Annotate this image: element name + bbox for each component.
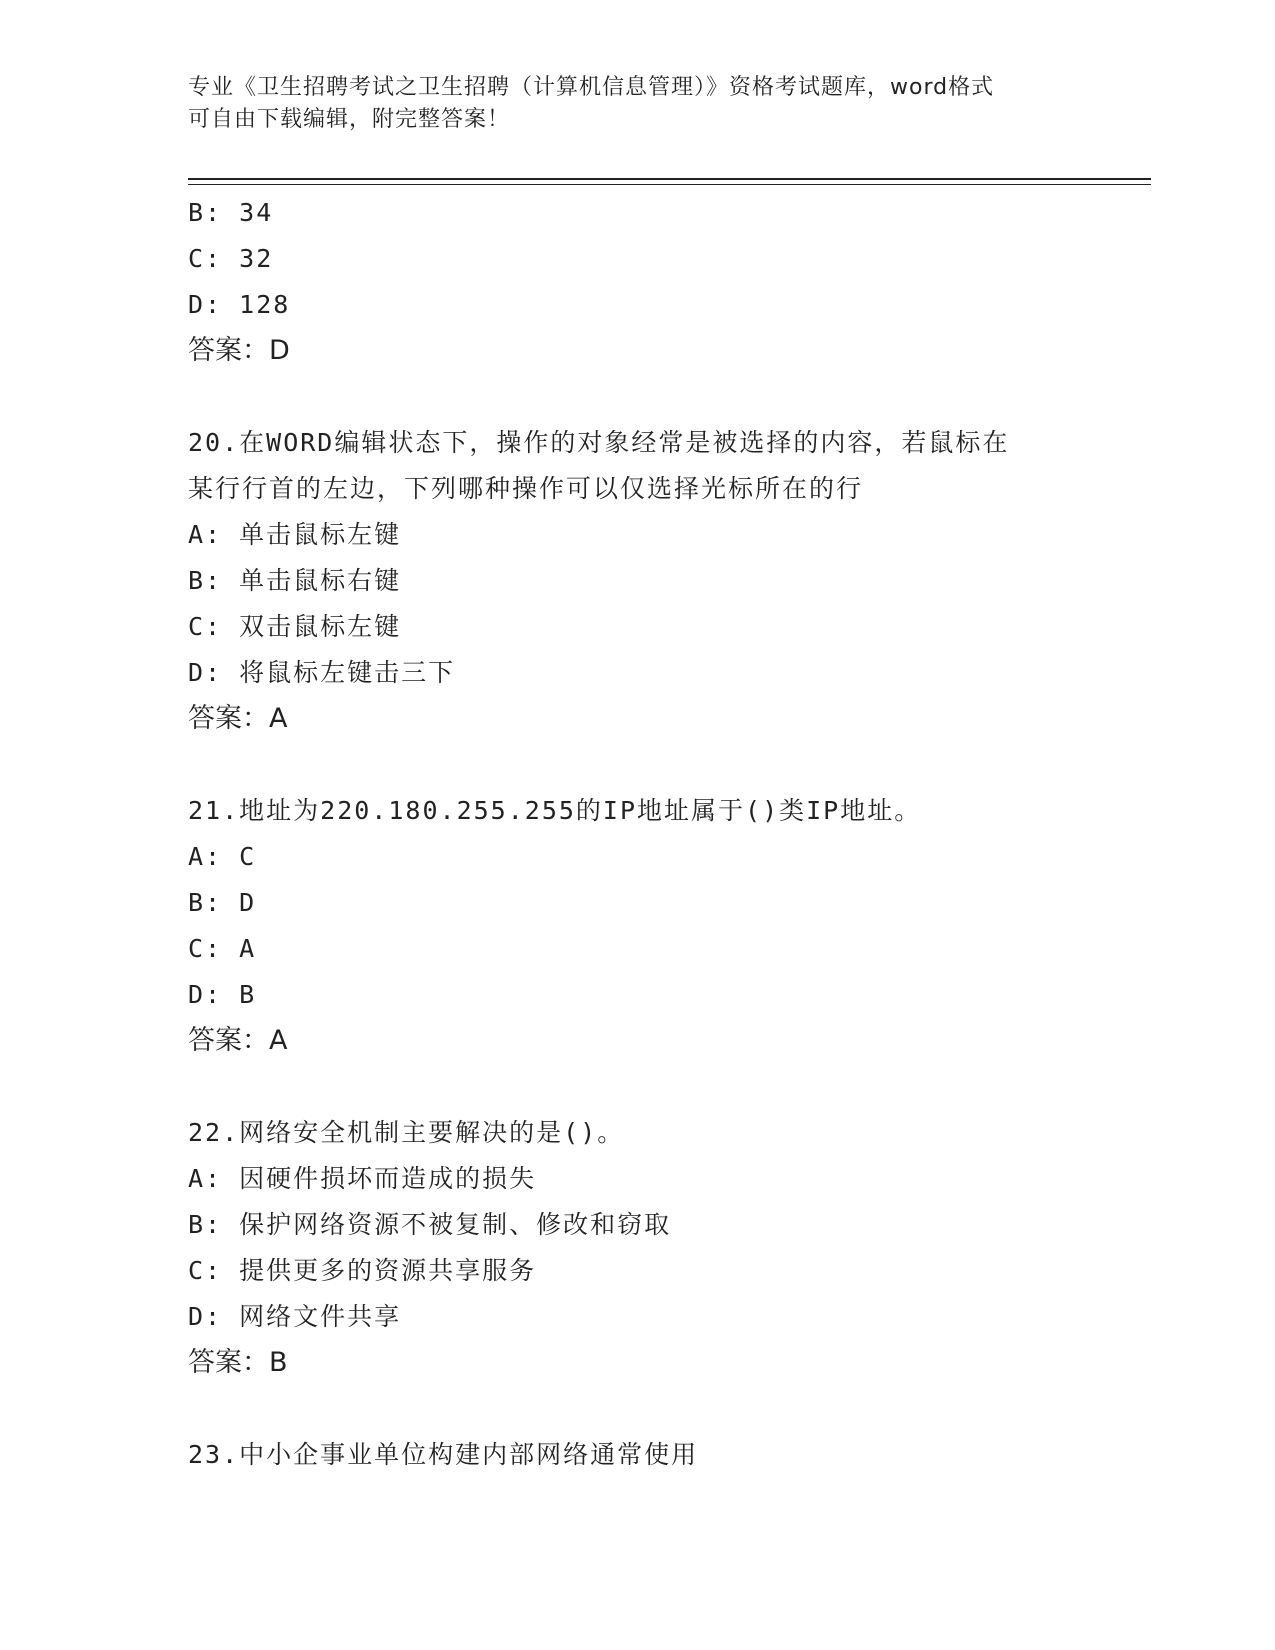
question-text-line-1: 23.中小企事业单位构建内部网络通常使用 [188,1440,699,1469]
option-a: A: C [188,842,257,871]
option-b: B: 保护网络资源不被复制、修改和窃取 [188,1210,672,1239]
question-text-line-1: 22.网络安全机制主要解决的是()。 [188,1118,625,1147]
header-divider-thick [188,178,1151,180]
option-c: C: 双击鼠标左键 [188,612,402,641]
header-divider-thin [188,184,1151,185]
spacer [188,742,1088,788]
option-d: D: 将鼠标左键击三下 [188,658,456,687]
question-22 [188,1110,1088,1386]
option-d: D: 网络文件共享 [188,1302,402,1331]
answer-line: 答案：B [188,1347,288,1378]
option-c: C: 提供更多的资源共享服务 [188,1256,537,1285]
question-text-line-1: 21.地址为220.180.255.255的IP地址属于()类IP地址。 [188,796,922,825]
option-a: A: 单击鼠标左键 [188,520,402,549]
option-c: C: 32 [188,244,274,273]
spacer [188,374,1088,420]
option-b: B: D [188,888,257,917]
answer-line: 答案：A [188,703,288,734]
spacer [188,1386,1088,1432]
question-text-line-1: 20.在WORD编辑状态下，操作的对象经常是被选择的内容，若鼠标在 [188,428,1010,457]
question-text-line-2: 某行行首的左边，下列哪种操作可以仅选择光标所在的行 [188,474,864,503]
option-b: B: 单击鼠标右键 [188,566,402,595]
option-d: D: B [188,980,257,1009]
question-21 [188,788,1088,1064]
document-header [188,72,1078,136]
option-a: A: 因硬件损坏而造成的损失 [188,1164,537,1193]
option-c: C: A [188,934,257,963]
continued-question [188,190,1088,374]
option-b: B: 34 [188,198,274,227]
answer-line: 答案：A [188,1025,288,1056]
header-line-1: 专业《卫生招聘考试之卫生招聘（计算机信息管理）》资格考试题库，word格式 [188,75,995,100]
question-20 [188,420,1088,742]
question-list [188,190,1088,1478]
question-23 [188,1432,1088,1478]
option-d: D: 128 [188,290,291,319]
spacer [188,1064,1088,1110]
answer-line: 答案：D [188,335,290,366]
header-line-2: 可自由下载编辑，附完整答案！ [188,107,511,132]
